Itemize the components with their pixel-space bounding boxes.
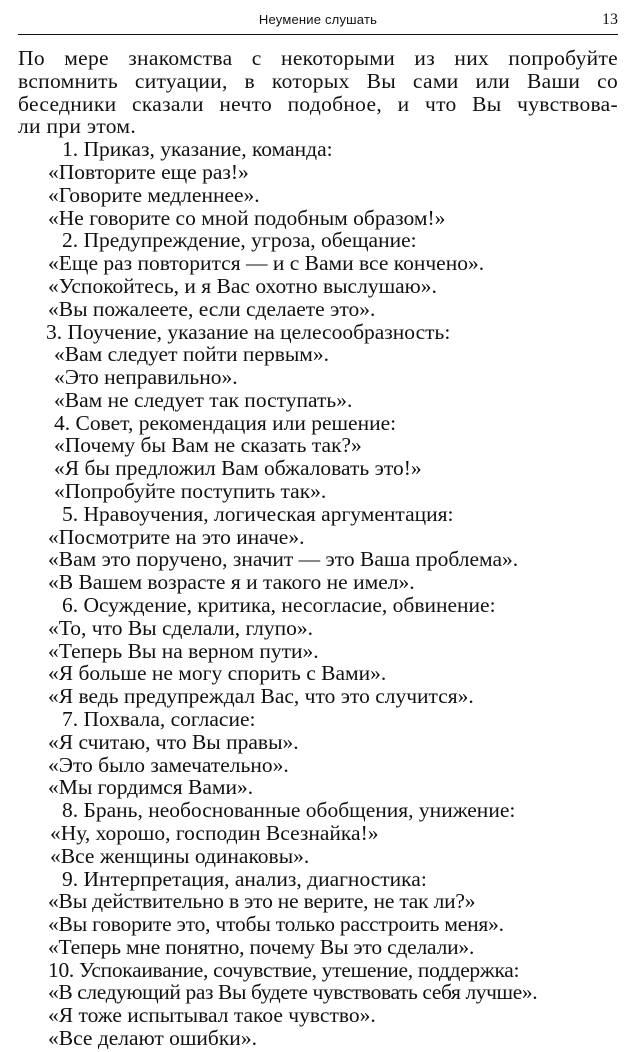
example-phrase: «Это неправильно».	[54, 365, 238, 390]
example-phrase: «Я бы предложил Вам обжаловать это!»	[54, 456, 422, 481]
example-phrase: «Теперь Вы на верном пути».	[48, 638, 319, 663]
example-phrase: «Вы пожалеете, если сделаете это».	[48, 296, 376, 321]
example-phrase: «Мы гордимся Вами».	[48, 775, 254, 800]
category-heading: 1. Приказ, указание, команда:	[62, 137, 333, 162]
example-phrase: «Все делают ошибки».	[48, 1026, 257, 1050]
intro-line: ли при этом.	[18, 114, 137, 139]
category-heading: 2. Предупреждение, угроза, обещание:	[62, 228, 417, 253]
example-phrase: «Вам не следует так поступать».	[54, 387, 353, 412]
category-heading: 3. Поучение, указание на целесообразность:	[46, 319, 451, 344]
example-phrase: «Почему бы Вам не сказать так?»	[54, 433, 362, 458]
intro-line: вспомнить ситуации, в которых Вы сами или Ваши со	[18, 68, 618, 93]
running-header	[18, 8, 618, 35]
example-phrase: «То, что Вы сделали, глупо».	[48, 615, 314, 640]
example-phrase: «В Вашем возрасте я и такого не имел».	[48, 570, 415, 595]
category-heading: 9. Интерпретация, анализ, диагностика:	[62, 866, 427, 891]
example-phrase: «В следующий раз Вы будете чувствовать себя лучше».	[48, 980, 538, 1005]
example-phrase: «Ну, хорошо, господин Всезнайка!»	[50, 820, 379, 845]
example-phrase: «Попробуйте поступить так».	[54, 479, 327, 503]
example-phrase: «Вы действительно в это не верите, не так ли?»	[48, 889, 476, 914]
example-phrase: «Успокойтесь, и я Вас охотно выслушаю».	[48, 273, 437, 298]
category-heading: 8. Брань, необоснованные обобщения, унижение:	[62, 798, 516, 823]
chapter-title: Неумение слушать	[258, 12, 378, 27]
category-heading: 10. Успокаивание, сочувствие, утешение, поддержка:	[48, 957, 520, 982]
example-phrase: «Еще раз повторится — и с Вами все кончено».	[48, 251, 485, 276]
example-phrase: «Посмотрите на это иначе».	[48, 524, 305, 549]
category-heading: 5. Нравоучения, логическая аргументация:	[62, 501, 454, 526]
intro-line: По мере знакомства с некоторыми из них попробуйте	[18, 46, 618, 70]
category-heading: 7. Похвала, согласие:	[62, 706, 256, 731]
example-phrase: «Вам это поручено, значит — это Ваша проблема».	[48, 547, 519, 572]
example-phrase: «Все женщины одинаковы».	[50, 843, 310, 868]
example-phrase: «Это было замечательно».	[48, 752, 289, 777]
example-phrase: «Я ведь предупреждал Вас, что это случится».	[48, 684, 474, 709]
example-phrase: «Я тоже испытывал такое чувство».	[48, 1003, 376, 1028]
example-phrase: «Я считаю, что Вы правы».	[48, 729, 299, 754]
example-phrase: «Вы говорите это, чтобы только расстроить меня».	[48, 912, 504, 936]
example-phrase: «Теперь мне понятно, почему Вы это сделали».	[48, 934, 475, 959]
category-heading: 4. Совет, рекомендация или решение:	[54, 410, 397, 435]
example-phrase: «Говорите медленнее».	[48, 182, 260, 207]
category-heading: 6. Осуждение, критика, несогласие, обвинение:	[62, 593, 496, 617]
example-phrase: «Не говорите со мной подобным образом!»	[48, 205, 446, 230]
intro-line: беседники сказали нечто подобное, и что Вы чувствова-	[18, 91, 618, 116]
example-phrase: «Я больше не могу спорить с Вами».	[48, 661, 387, 686]
page-number: 13	[602, 11, 618, 28]
example-phrase: «Повторите еще раз!»	[48, 160, 249, 184]
example-phrase: «Вам следует пойти первым».	[54, 342, 330, 367]
